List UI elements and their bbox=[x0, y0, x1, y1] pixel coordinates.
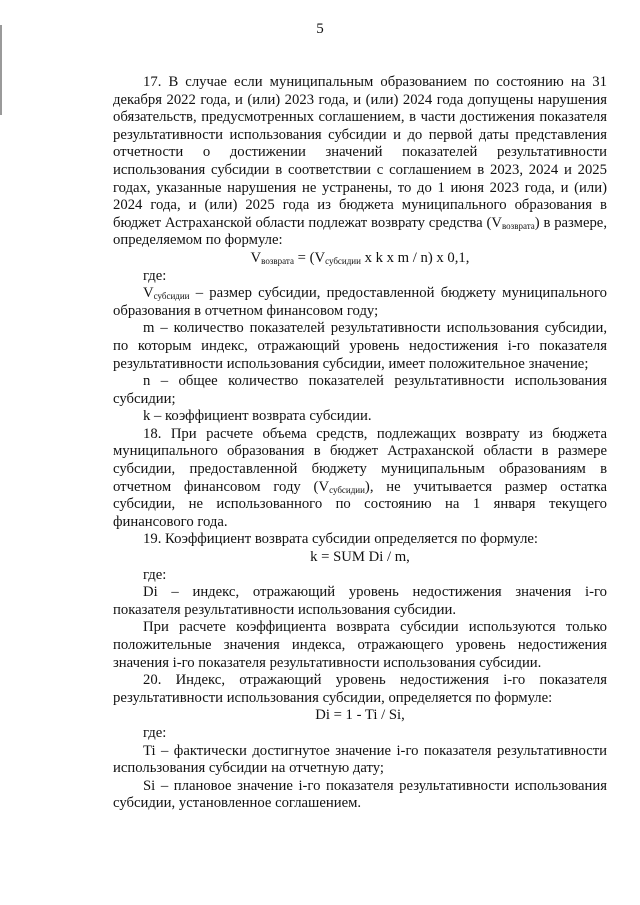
definition-v-subsidy: $V_{субсидии}$ – размер субсидии, предоставленной бюджету муниципального образования в отчетном финансовом году; bbox=[113, 285, 607, 319]
definition-n: n – общее количество показателей результативности использования субсидии; bbox=[113, 373, 607, 407]
where-label-1: где: bbox=[143, 267, 167, 284]
paragraph-19: 19. Коэффициент возврата субсидии определяется по формуле: bbox=[143, 531, 539, 548]
paragraph-18: 18. При расчете объема средств, подлежащих возврату из бюджета муниципального образования в бюджет Астраханской области в размере субсидии, предоставленной бюджету муниципальным образованиям в отчетном финансовом году $(V_{субсидии})$, не учитывается размер остатка субсидии, не использованного по состоянию на 1 января текущего финансового года. bbox=[113, 425, 607, 530]
formula-coefficient: k = SUM Di / m, bbox=[310, 549, 410, 566]
paragraph-20: 20. Индекс, отражающий уровень недостижения i-го показателя результативности использования субсидии, определяется по формуле: bbox=[113, 672, 607, 706]
note-positive-values: При расчете коэффициента возврата субсидии используются только положительные значения индекса, отражающего уровень недостижения значения i-го показателя результативности использования субсидии. bbox=[113, 619, 607, 671]
definition-k: k – коэффициент возврата субсидии. bbox=[143, 408, 372, 425]
page-number: 5 bbox=[316, 21, 324, 37]
formula-return-amount: $V_{возврата} = (V_{субсидии}$ x k x m / n) x 0,1, bbox=[250, 249, 470, 266]
definition-si: Si – плановое значение i-го показателя результативности использования субсидии, установленное соглашением. bbox=[113, 777, 607, 812]
document-body bbox=[113, 74, 607, 813]
formula-index: Di = 1 - Ti / Si, bbox=[315, 707, 405, 724]
definition-m: m – количество показателей результативности использования субсидии, по которым индекс, отражающий уровень недостижения i-го показателя результативности использования субсидии, имеет положительное значение; bbox=[113, 320, 607, 372]
where-label-2: где: bbox=[143, 566, 167, 583]
definition-di: Di – индекс, отражающий уровень недостижения значения i-го показателя результативности использования субсидии. bbox=[113, 584, 607, 618]
where-label-3: где: bbox=[143, 724, 167, 741]
paragraph-17: 17. В случае если муниципальным образованием по состоянию на 31 декабря 2022 года, и (или) 2023 года, и (или) 2024 года допущены нарушения обязательств, предусмотренных соглашением, в части достижения показателя результативности использования субсидии и до первой даты представления отчетности о достижении значений показателей результативности использования субсидии в соответствии с соглашением в 2023, 2024 и 2025 годах, указанные нарушения не устранены, то до 1 июня 2023 года, и (или) 2024 года, и (или) 2025 года из бюджета муниципального образования в бюджет Астраханской области подлежат возврату средства $(V_{возврата})$ в размере, определяемом по формуле: bbox=[113, 74, 607, 249]
definition-ti: Ti – фактически достигнутое значение i-го показателя результативности использования субсидии на отчетную дату; bbox=[113, 742, 607, 777]
